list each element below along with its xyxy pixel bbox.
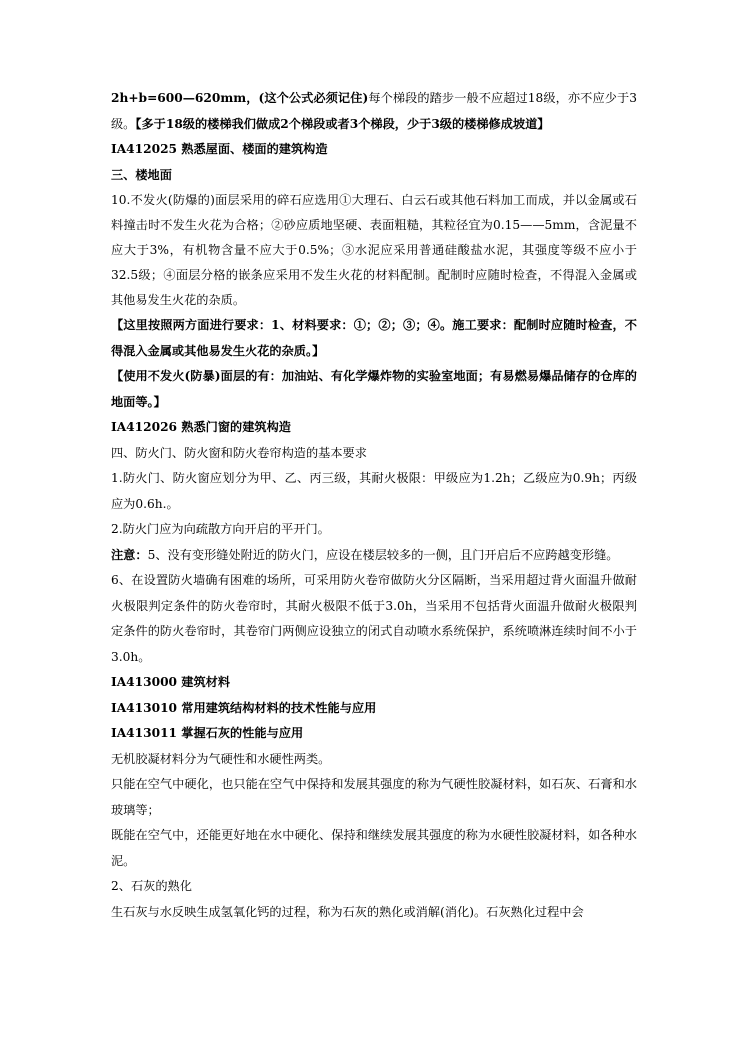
paragraph-hydraulic: 既能在空气中，还能更好地在水中硬化、保持和继续发展其强度的称为水硬性胶凝材料，如各种水泥。 — [111, 828, 637, 868]
paragraph-air-hardening: 只能在空气中硬化，也只能在空气中保持和发展其强度的称为气硬性胶凝材料，如石灰、石膏和水玻璃等； — [111, 777, 637, 817]
paragraph-lime-slaking: 生石灰与水反映生成氢氧化钙的过程，称为石灰的熟化或消解(消化)。石灰熟化过程中会 — [111, 904, 584, 919]
heading-floor: 三、楼地面 — [111, 167, 172, 182]
attention-label: 注意： — [111, 547, 148, 562]
stair-formula: 2h+b=600—620mm，(这个公式必须记住) — [111, 91, 369, 105]
stair-note: 【多于18级的楼梯我们做成2个梯段或者3个梯段，少于3级的楼梯修成坡道】 — [135, 116, 550, 131]
stair-rule: 每个梯段的踏步一般不应超过18级，亦不应少于3级。 — [111, 91, 638, 131]
paragraph-fire-shutter: 6、在设置防火墙确有困难的场所，可采用防火卷帘做防火分区隔断，当采用超过背火面温升做耐火极限判定条件的防火卷帘时，其耐火极限不低于3.0h，当采用不包括背火面温升做耐火极限判定条件的防火卷帘时，其卷帘门两侧应设独立的闭式自动喷水系统保护，系统喷淋连续时间不小于3.0h。 — [111, 573, 637, 664]
attention-text: 5、没有变形缝处附近的防火门，应设在楼层较多的一侧，且门开启后不应跨越变形缝。 — [147, 547, 619, 562]
paragraph-attention — [111, 543, 637, 569]
heading-413000: IA413000 建筑材料 — [111, 675, 231, 689]
paragraph-stair-formula — [111, 86, 637, 137]
document-page — [111, 86, 637, 925]
heading-413010: IA413010 常用建筑结构材料的技术性能与应用 — [111, 700, 377, 715]
heading-412025: IA412025 熟悉屋面、楼面的建筑构造 — [111, 142, 328, 156]
note-requirements: 【这里按照两方面进行要求：1、材料要求：①；②；③；④。施工要求：配制时应随时检查，不得混入金属或其他易发生火花的杂质。】 — [111, 318, 637, 358]
paragraph-non-sparking: 10.不发火(防爆的)面层采用的碎石应选用①大理石、白云石或其他石料加工而成，并以金属或石料撞击时不发生火花为合格；②砂应质地坚硬、表面粗糙，其粒径宜为0.15——5mm，含泥量不应大于3%，有机物含量不应大于0.5%；③水泥应采用普通硅酸盐水泥，其强度等级不应小于32.5级；④面层分格的嵌条应采用不发生火花的材料配制。配制时应随时检查，不得混入金属或其他易发生火花的杂质。 — [111, 193, 637, 307]
note-usage: 【使用不发火(防暴)面层的有：加油站、有化学爆炸物的实验室地面；有易燃易爆品储存的仓库的地面等。】 — [111, 369, 637, 409]
heading-fire-doors: 四、防火门、防火窗和防火卷帘构造的基本要求 — [111, 445, 367, 460]
paragraph-fire-door-opening: 2.防火门应为向疏散方向开启的平开门。 — [111, 522, 330, 536]
heading-412026: IA412026 熟悉门窗的建筑构造 — [111, 420, 291, 434]
heading-413011: IA413011 掌握石灰的性能与应用 — [111, 726, 304, 740]
paragraph-fire-door-grades: 1.防火门、防火窗应划分为甲、乙、丙三级，其耐火极限：甲级应为1.2h；乙级应为0.9h；丙级应为0.6h.。 — [111, 471, 637, 511]
heading-lime-slaking: 2、石灰的熟化 — [111, 879, 192, 893]
paragraph-binders: 无机胶凝材料分为气硬性和水硬性两类。 — [111, 751, 331, 766]
